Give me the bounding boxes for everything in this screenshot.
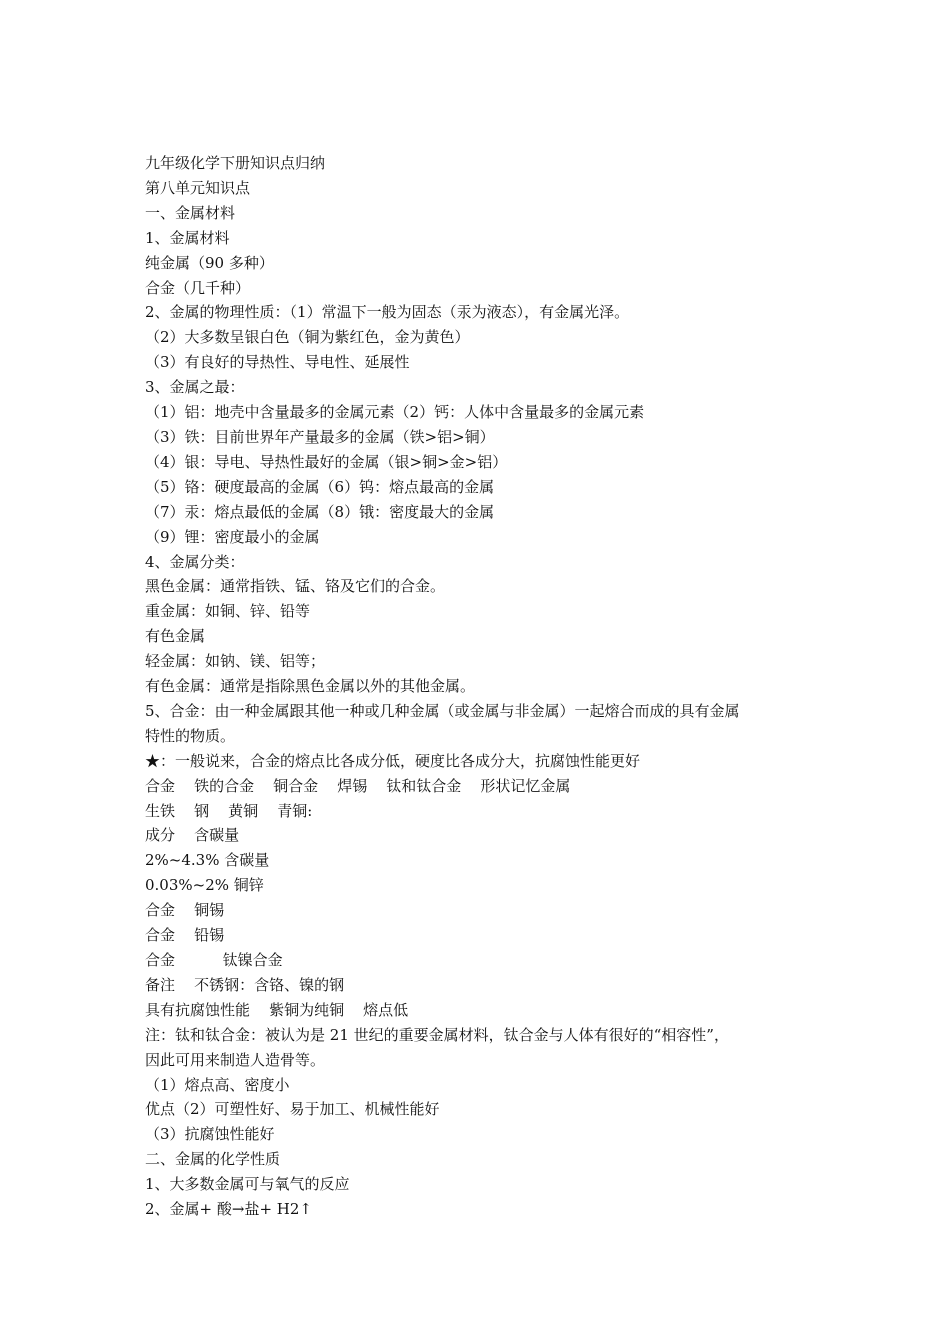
text-line: 优点（2）可塑性好、易于加工、机械性能好: [145, 1100, 440, 1119]
text-line: （3）抗腐蚀性能好: [145, 1125, 275, 1144]
text-line: 纯金属（90 多种）: [145, 253, 274, 272]
subsection-heading: 3、金属之最：: [145, 378, 245, 397]
section-heading: 二、金属的化学性质: [145, 1150, 281, 1169]
text-line: 2、金属+ 酸→盐+ H2↑: [145, 1200, 312, 1219]
text-line: （2）大多数呈银白色（铜为紫红色，金为黄色）: [145, 328, 470, 347]
text-line: 合金（几千种）: [145, 278, 251, 297]
text-line: 0.03%~2% 铜锌: [145, 876, 264, 895]
document-body: [145, 151, 825, 1222]
text-line: （3）铁：目前世界年产量最多的金属（铁>铝>铜）: [145, 427, 495, 446]
text-line: 生铁 钢 黄铜 青铜:: [145, 801, 313, 820]
text-line: 5、合金：由一种金属跟其他一种或几种金属（或金属与非金属）一起熔合而成的具有金属: [145, 701, 740, 720]
unit-heading: 第八单元知识点: [145, 178, 251, 197]
text-line: （3）有良好的导热性、导电性、延展性: [145, 353, 410, 372]
text-line: 重金属：如铜、锌、铅等: [145, 602, 311, 621]
text-line: 有色金属：通常是指除黑色金属以外的其他金属。: [145, 677, 476, 696]
text-line: 成分 含碳量: [145, 826, 240, 845]
text-line: ★：一般说来，合金的熔点比各成分低，硬度比各成分大，抗腐蚀性能更好: [145, 751, 641, 770]
text-line: 合金 铜锡: [145, 901, 225, 920]
text-line: 轻金属：如钠、镁、铝等；: [145, 652, 326, 671]
text-line: 1、大多数金属可与氧气的反应: [145, 1175, 350, 1194]
text-line: 有色金属: [145, 627, 206, 646]
text-line: （1）熔点高、密度小: [145, 1075, 290, 1094]
text-line: 黑色金属：通常指铁、锰、铬及它们的合金。: [145, 577, 446, 596]
text-line: 特性的物质。: [145, 726, 236, 745]
text-line: （7）汞：熔点最低的金属（8）锇：密度最大的金属: [145, 502, 495, 521]
text-line: 合金 铅锡: [145, 926, 225, 945]
subsection-heading: 4、金属分类：: [145, 552, 245, 571]
text-line: 2%~4.3% 含碳量: [145, 851, 270, 870]
text-line: （4）银：导电、导热性最好的金属（银>铜>金>铝）: [145, 452, 508, 471]
text-line: 合金 钛镍合金: [145, 951, 283, 969]
text-line: 2、金属的物理性质：（1）常温下一般为固态（汞为液态），有金属光泽。: [145, 303, 630, 322]
text-line: 注：钛和钛合金：被认为是 21 世纪的重要金属材料，钛合金与人体有很好的“相容性”，: [145, 1025, 729, 1044]
text-line: 因此可用来制造人造骨等。: [145, 1050, 326, 1069]
text-line: （1）铝：地壳中含量最多的金属元素（2）钙：人体中含量最多的金属元素: [145, 403, 645, 422]
text-line: 备注 不锈钢：含铬、镍的钢: [145, 975, 345, 994]
text-line: （9）锂：密度最小的金属: [145, 527, 320, 546]
text-line: 合金 铁的合金 铜合金 焊锡 钛和钛合金 形状记忆金属: [145, 776, 571, 795]
text-line: 具有抗腐蚀性能 紫铜为纯铜 熔点低: [145, 1000, 409, 1019]
subsection-heading: 1、金属材料: [145, 228, 230, 247]
text-line: （5）铬：硬度最高的金属（6）钨：熔点最高的金属: [145, 477, 495, 496]
section-heading: 一、金属材料: [145, 203, 236, 222]
document-title: 九年级化学下册知识点归纳: [145, 154, 326, 172]
